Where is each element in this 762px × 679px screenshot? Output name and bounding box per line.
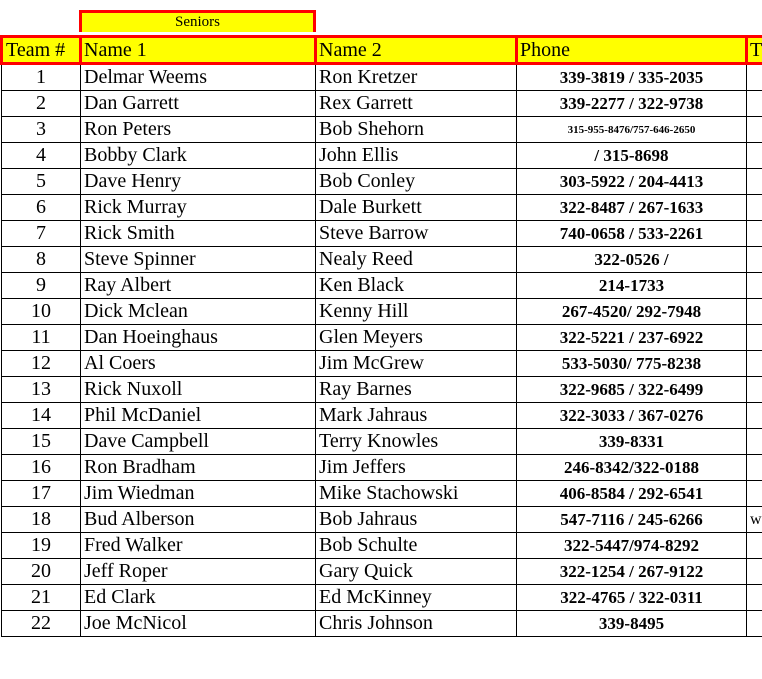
name1-cell[interactable]: Bud Alberson [81,507,316,533]
name1-cell[interactable]: Dick Mclean [81,299,316,325]
table-row [2,221,762,247]
name1-cell[interactable]: Steve Spinner [81,247,316,273]
name2-cell[interactable]: Bob Jahraus [316,507,517,533]
name1-cell[interactable]: Dave Henry [81,169,316,195]
name2-cell[interactable]: Bob Schulte [316,533,517,559]
name1-cell[interactable]: Bobby Clark [81,143,316,169]
header-name2[interactable]: Name 2 [316,37,517,64]
team-cell[interactable]: 22 [2,611,81,637]
team-cell[interactable]: 14 [2,403,81,429]
phone-cell[interactable]: 322-5447/974-8292 [517,533,747,559]
extra-cell[interactable] [747,117,762,143]
name2-cell[interactable]: Terry Knowles [316,429,517,455]
extra-cell[interactable] [747,299,762,325]
table-row [2,429,762,455]
table-row [2,559,762,585]
phone-cell[interactable]: 339-3819 / 335-2035 [517,64,747,91]
team-cell[interactable]: 11 [2,325,81,351]
extra-cell[interactable] [747,403,762,429]
name1-cell[interactable]: Phil McDaniel [81,403,316,429]
extra-cell[interactable] [747,611,762,637]
header-name1[interactable]: Name 1 [81,37,316,64]
name1-cell[interactable]: Joe McNicol [81,611,316,637]
name1-cell[interactable]: Ray Albert [81,273,316,299]
extra-cell[interactable] [747,143,762,169]
table-row [2,299,762,325]
extra-cell[interactable] [747,91,762,117]
extra-cell[interactable] [747,325,762,351]
name2-cell[interactable]: Ron Kretzer [316,64,517,91]
phone-cell[interactable]: 533-5030/ 775-8238 [517,351,747,377]
extra-cell[interactable] [747,64,762,91]
name1-cell[interactable]: Dan Garrett [81,91,316,117]
name2-cell[interactable]: Mark Jahraus [316,403,517,429]
header-phone[interactable]: Phone [517,37,747,64]
team-cell[interactable]: 1 [2,64,81,91]
phone-cell[interactable]: 740-0658 / 533-2261 [517,221,747,247]
name1-cell[interactable]: Rick Smith [81,221,316,247]
name1-cell[interactable]: Dan Hoeinghaus [81,325,316,351]
header-team[interactable]: Team # [2,37,81,64]
name2-cell[interactable]: Ken Black [316,273,517,299]
name1-cell[interactable]: Delmar Weems [81,64,316,91]
name1-cell[interactable]: Rick Murray [81,195,316,221]
table-row [2,481,762,507]
name2-cell[interactable]: Jim Jeffers [316,455,517,481]
seniors-group-label[interactable]: Seniors [79,10,316,32]
extra-cell[interactable] [747,481,762,507]
extra-cell[interactable] [747,247,762,273]
table-row [2,455,762,481]
table-row [2,507,762,533]
table-row [2,533,762,559]
phone-cell[interactable]: 214-1733 [517,273,747,299]
extra-cell[interactable] [747,169,762,195]
table-row [2,611,762,637]
name2-cell[interactable]: Ed McKinney [316,585,517,611]
team-cell[interactable]: 21 [2,585,81,611]
team-cell[interactable]: 4 [2,143,81,169]
phone-cell[interactable]: 339-2277 / 322-9738 [517,91,747,117]
name2-cell[interactable]: Steve Barrow [316,221,517,247]
extra-cell[interactable] [747,559,762,585]
phone-cell[interactable]: 322-3033 / 367-0276 [517,403,747,429]
extra-cell[interactable] [747,533,762,559]
name1-cell[interactable]: Ron Bradham [81,455,316,481]
extra-cell[interactable] [747,351,762,377]
phone-cell[interactable]: / 315-8698 [517,143,747,169]
table-row [2,64,762,91]
team-cell[interactable]: 20 [2,559,81,585]
phone-cell[interactable]: 339-8331 [517,429,747,455]
name2-cell[interactable]: Gary Quick [316,559,517,585]
table-row [2,91,762,117]
phone-cell[interactable]: 246-8342/322-0188 [517,455,747,481]
phone-cell[interactable]: 547-7116 / 245-6266 [517,507,747,533]
phone-cell[interactable]: 267-4520/ 292-7948 [517,299,747,325]
table-row [2,247,762,273]
name2-cell[interactable]: Chris Johnson [316,611,517,637]
phone-cell[interactable]: 339-8495 [517,611,747,637]
name2-cell[interactable]: Mike Stachowski [316,481,517,507]
table-row [2,585,762,611]
extra-cell[interactable] [747,585,762,611]
table-row [2,117,762,143]
team-cell[interactable]: 18 [2,507,81,533]
team-cell[interactable]: 17 [2,481,81,507]
team-cell[interactable]: 10 [2,299,81,325]
extra-cell[interactable] [747,273,762,299]
team-cell[interactable]: 3 [2,117,81,143]
team-cell[interactable]: 15 [2,429,81,455]
teams-table [0,35,762,637]
table-row [2,273,762,299]
name2-cell[interactable]: Nealy Reed [316,247,517,273]
phone-cell[interactable]: 322-1254 / 267-9122 [517,559,747,585]
name1-cell[interactable]: Jeff Roper [81,559,316,585]
table-row [2,143,762,169]
name1-cell[interactable]: Jim Wiedman [81,481,316,507]
name1-cell[interactable]: Rick Nuxoll [81,377,316,403]
phone-cell[interactable]: 303-5922 / 204-4413 [517,169,747,195]
phone-cell[interactable]: 322-0526 / [517,247,747,273]
phone-cell[interactable]: 406-8584 / 292-6541 [517,481,747,507]
phone-cell[interactable]: 322-5221 / 237-6922 [517,325,747,351]
extra-cell[interactable] [747,377,762,403]
table-row [2,351,762,377]
name2-cell[interactable]: Jim McGrew [316,351,517,377]
phone-cell[interactable]: 322-9685 / 322-6499 [517,377,747,403]
phone-cell[interactable]: 322-8487 / 267-1633 [517,195,747,221]
table-row [2,195,762,221]
team-cell[interactable]: 6 [2,195,81,221]
extra-cell[interactable]: w [747,507,762,533]
name2-cell[interactable]: Dale Burkett [316,195,517,221]
name1-cell[interactable]: Al Coers [81,351,316,377]
team-cell[interactable]: 19 [2,533,81,559]
phone-cell[interactable]: 322-4765 / 322-0311 [517,585,747,611]
name1-cell[interactable]: Fred Walker [81,533,316,559]
header-extra[interactable]: T [747,37,762,64]
team-cell[interactable]: 9 [2,273,81,299]
team-cell[interactable]: 16 [2,455,81,481]
name2-cell[interactable]: Ray Barnes [316,377,517,403]
team-cell[interactable]: 7 [2,221,81,247]
extra-cell[interactable] [747,195,762,221]
phone-cell[interactable]: 315-955-8476/757-646-2650 [517,117,747,143]
name2-cell[interactable]: John Ellis [316,143,517,169]
name2-cell[interactable]: Rex Garrett [316,91,517,117]
extra-cell[interactable] [747,429,762,455]
table-row [2,377,762,403]
name2-cell[interactable]: Kenny Hill [316,299,517,325]
team-cell[interactable]: 12 [2,351,81,377]
extra-cell[interactable] [747,455,762,481]
team-cell[interactable]: 13 [2,377,81,403]
team-cell[interactable]: 8 [2,247,81,273]
name1-cell[interactable]: Dave Campbell [81,429,316,455]
extra-cell[interactable] [747,221,762,247]
table-row [2,403,762,429]
team-cell[interactable]: 2 [2,91,81,117]
table-row [2,325,762,351]
name2-cell[interactable]: Glen Meyers [316,325,517,351]
name2-cell[interactable]: Bob Conley [316,169,517,195]
table-row [2,169,762,195]
name1-cell[interactable]: Ed Clark [81,585,316,611]
team-cell[interactable]: 5 [2,169,81,195]
name1-cell[interactable]: Ron Peters [81,117,316,143]
name2-cell[interactable]: Bob Shehorn [316,117,517,143]
header-row [2,37,762,64]
